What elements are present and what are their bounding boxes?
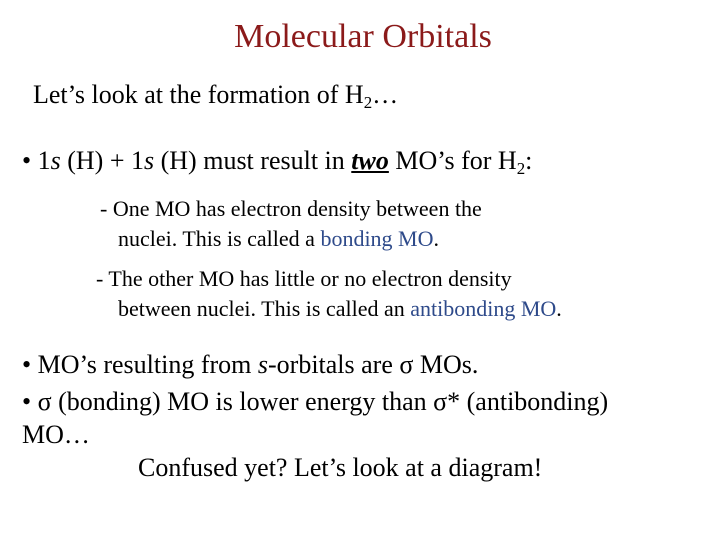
bullet-h2-formation: [22, 146, 532, 179]
bullet1-colon: :: [525, 146, 533, 175]
subpoint-antibonding-line1: - The other MO has little or no electron density: [96, 266, 512, 291]
intro-line: [33, 80, 398, 113]
bullet1-text-c: (H) + 1: [60, 146, 144, 175]
intro-ellipsis: …: [372, 80, 399, 109]
intro-subscript: 2: [363, 93, 373, 113]
bullet1-s-italic-1: s: [50, 146, 61, 175]
bullet1-text-a: 1: [37, 146, 51, 175]
bullet-sigma-mos: [22, 350, 478, 380]
subpoint1-text: One MO has electron density between the: [107, 196, 482, 221]
bullet1-text-f: MO’s for H: [388, 146, 517, 175]
subpoint-bonding-line2: [118, 226, 439, 252]
bullet1-subscript: 2: [516, 159, 526, 179]
subpoint-bonding-line1: [100, 196, 482, 222]
subpoint1-period: .: [433, 226, 439, 251]
subpoint2-period: .: [556, 296, 562, 321]
bullet1-s-italic-2: s: [144, 146, 155, 175]
bullet-marker: •: [22, 146, 32, 175]
bullet1-text-e: (H) must result in: [154, 146, 352, 175]
antibonding-mo-term: antibonding MO: [410, 296, 557, 321]
bullet2-text-end: -orbitals are σ MOs.: [268, 350, 479, 379]
bullet-energy-line2: MO…: [22, 420, 90, 449]
bullet2-text: • MO’s resulting from: [22, 350, 258, 379]
subpoint2-line2-text: between nuclei. This is called an: [118, 296, 411, 321]
bullet2-s-italic: s: [257, 350, 268, 379]
subpoint1-line2-text: nuclei. This is called a: [118, 226, 321, 251]
closing-line: Confused yet? Let’s look at a diagram!: [138, 453, 543, 482]
subpoint-antibonding-line2: [118, 296, 562, 322]
intro-text: Let’s look at the formation of H: [33, 80, 364, 109]
bullet1-emphasis-two: two: [351, 146, 389, 175]
slide-title: Molecular Orbitals: [234, 18, 492, 55]
bonding-mo-term: bonding MO: [320, 226, 434, 251]
subpoint-dash: -: [100, 196, 108, 221]
bullet-energy-line1: • σ (bonding) MO is lower energy than σ* (antibonding): [22, 387, 609, 416]
